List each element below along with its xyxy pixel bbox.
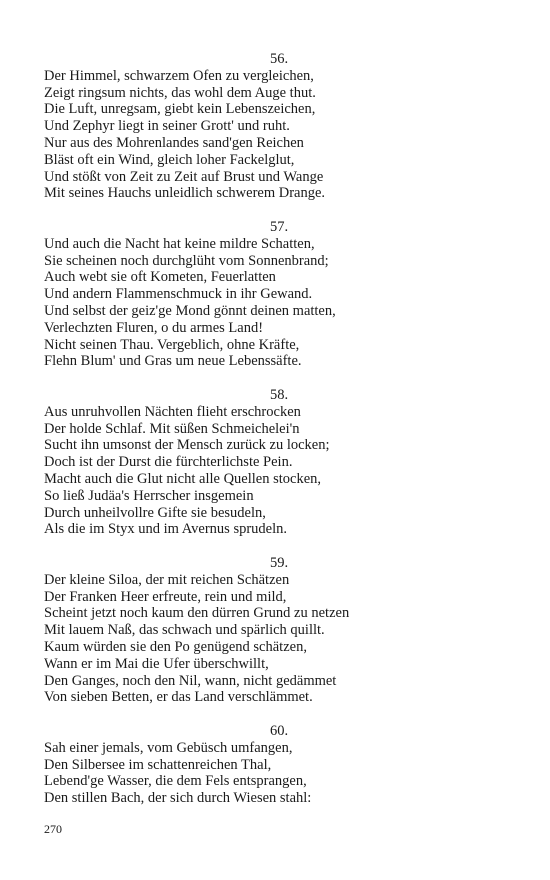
stanza-56 (44, 51, 514, 202)
stanza-lines (44, 404, 514, 538)
verse-line: Auch webt sie oft Kometen, Feuerlatten (44, 269, 276, 286)
verse-line: Mit lauem Naß, das schwach und spärlich quillt. (44, 622, 325, 639)
verse-line: Aus unruhvollen Nächten flieht erschrocken (44, 403, 301, 420)
verse-line: Macht auch die Glut nicht alle Quellen stocken, (44, 470, 322, 487)
stanza-number: 59. (269, 555, 289, 571)
verse-line: Wann er im Mai die Ufer überschwillt, (44, 655, 269, 672)
stanza-59 (44, 555, 514, 706)
verse-line: Als die im Styx und im Avernus sprudeln. (44, 521, 288, 538)
verse-line: Und auch die Nacht hat keine mildre Schatten, (44, 235, 315, 252)
stanza-60 (44, 723, 514, 807)
verse-line: Verlechzten Fluren, o du armes Land! (44, 319, 264, 336)
verse-line: Der kleine Siloa, der mit reichen Schätzen (44, 571, 290, 588)
verse-line: Zeigt ringsum nichts, das wohl dem Auge thut. (44, 84, 316, 101)
verse-line: Scheint jetzt noch kaum den dürren Grund zu netzen (44, 605, 350, 622)
stanza-number: 57. (269, 219, 289, 235)
verse-line: Und selbst der geiz'ge Mond gönnt deinen matten, (44, 302, 336, 319)
verse-line: Den Silbersee im schattenreichen Thal, (44, 756, 272, 773)
stanza-lines (44, 572, 514, 706)
stanza-lines (44, 236, 514, 370)
verse-line: Der Franken Heer erfreute, rein und mild, (44, 588, 287, 605)
verse-line: Nicht seinen Thau. Vergeblich, ohne Kräfte, (44, 336, 300, 353)
verse-line: Und andern Flammenschmuck in ihr Gewand. (44, 286, 313, 303)
verse-line: Lebend'ge Wasser, die dem Fels entsprangen, (44, 773, 307, 790)
stanza-57 (44, 219, 514, 370)
verse-line: Und Zephyr liegt in seiner Grott' und ruht. (44, 118, 290, 135)
verse-line: Sucht ihn umsonst der Mensch zurück zu locken; (44, 437, 330, 454)
verse-line: So ließ Judäa's Herrscher insgemein (44, 487, 254, 504)
verse-line: Sie scheinen noch durchglüht vom Sonnenbrand; (44, 252, 329, 269)
stanza-number: 60. (269, 723, 289, 739)
verse-line: Von sieben Betten, er das Land verschlämmet. (44, 689, 313, 706)
verse-line: Flehn Blum' und Gras um neue Lebenssäfte. (44, 353, 302, 370)
stanza-number: 56. (269, 51, 289, 67)
verse-line: Durch unheilvollre Gifte sie besudeln, (44, 504, 266, 521)
verse-line: Die Luft, unregsam, giebt kein Lebenszeichen, (44, 101, 316, 118)
verse-line: Mit seines Hauchs unleidlich schwerem Drange. (44, 185, 326, 202)
verse-line: Bläst oft ein Wind, gleich loher Fackelglut, (44, 151, 295, 168)
verse-line: Doch ist der Durst die fürchterlichste Pein. (44, 454, 293, 471)
verse-line: Nur aus des Mohrenlandes sand'gen Reichen (44, 134, 304, 151)
verse-line: Sah einer jemals, vom Gebüsch umfangen, (44, 739, 293, 756)
page-number: 270 (44, 822, 62, 836)
verse-line: Der holde Schlaf. Mit süßen Schmeichelei'n (44, 420, 300, 437)
verse-line: Und stößt von Zeit zu Zeit auf Brust und Wange (44, 168, 324, 185)
verse-line: Kaum würden sie den Po genügend schätzen, (44, 638, 307, 655)
stanza-58 (44, 387, 514, 538)
verse-line: Den stillen Bach, der sich durch Wiesen stahl: (44, 790, 312, 807)
stanza-lines (44, 68, 514, 202)
verse-line: Der Himmel, schwarzem Ofen zu vergleichen, (44, 67, 314, 84)
verse-line: Den Ganges, noch den Nil, wann, nicht gedämmet (44, 672, 337, 689)
stanza-lines (44, 740, 514, 807)
stanza-number: 58. (269, 387, 289, 403)
